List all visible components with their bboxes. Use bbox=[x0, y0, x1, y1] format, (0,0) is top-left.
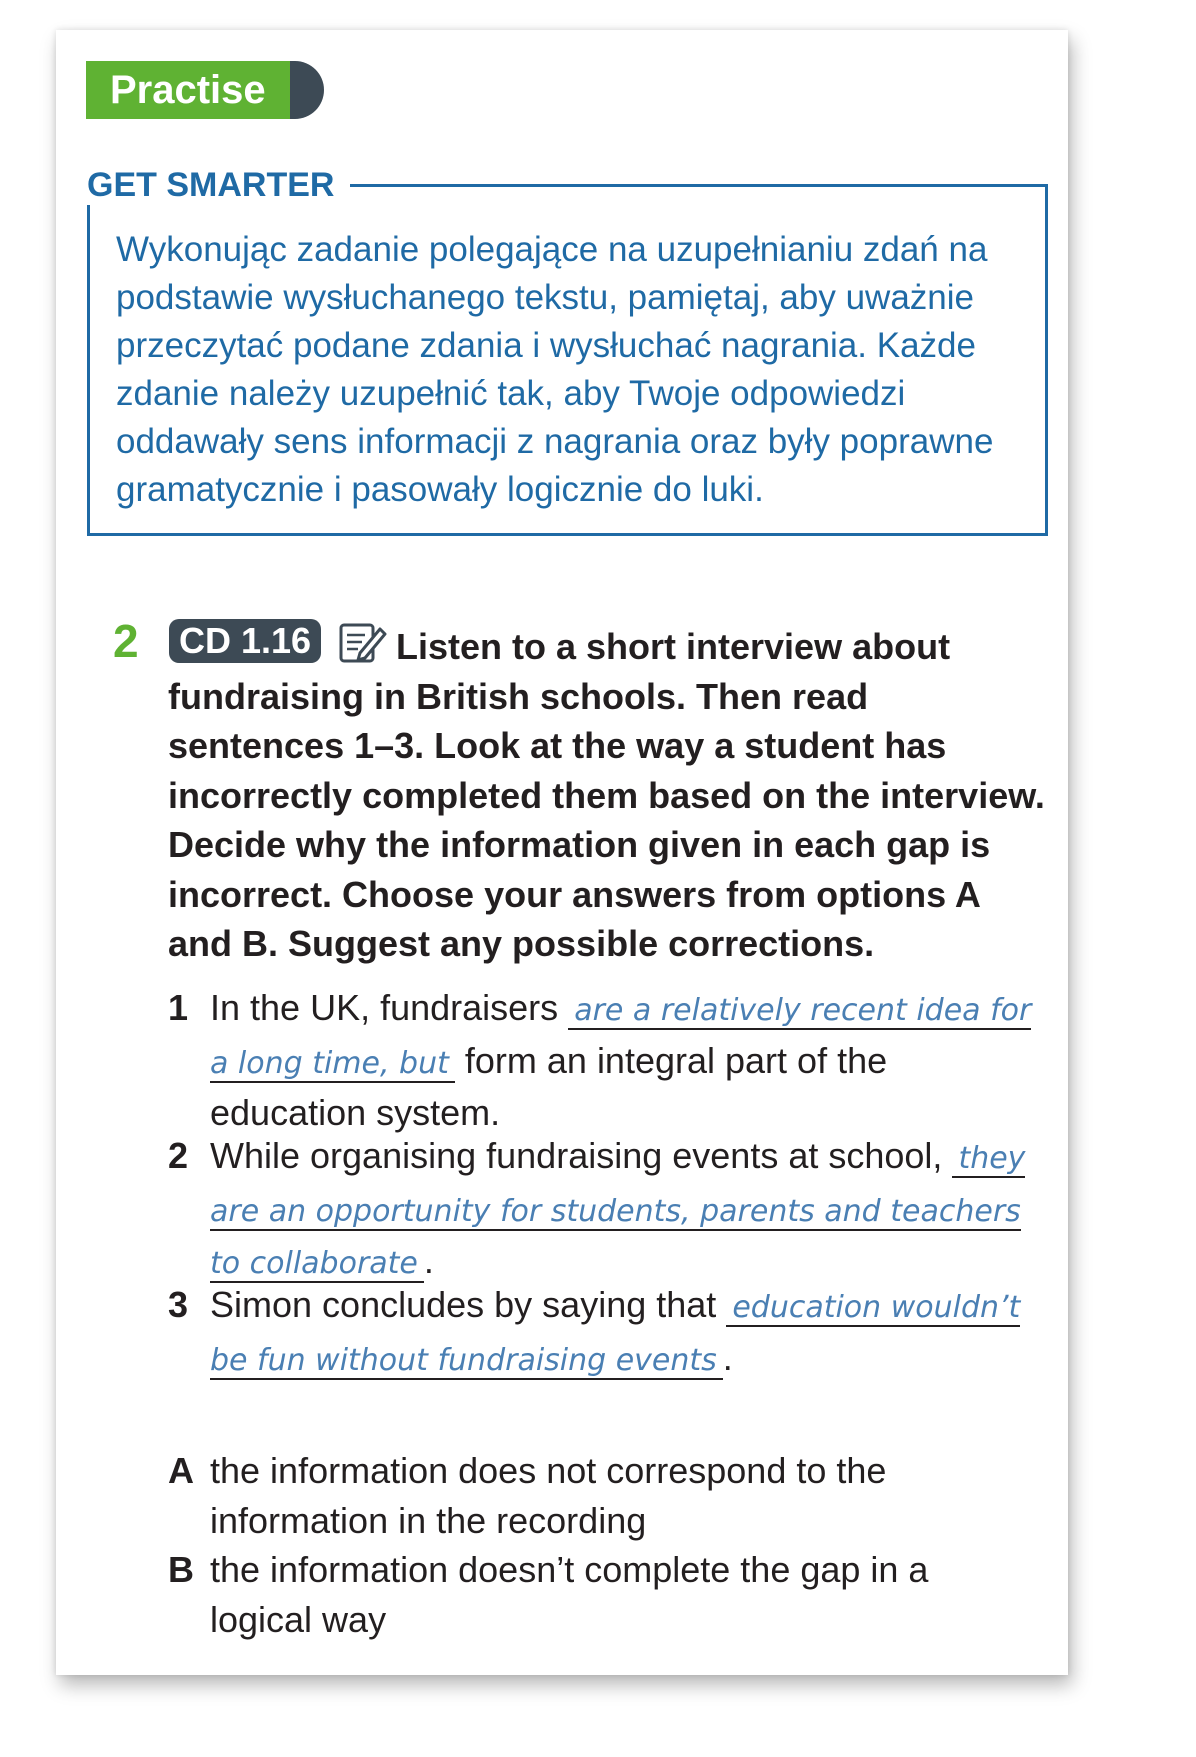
practise-label: Practise bbox=[86, 61, 290, 119]
option-text: the information does not correspond to the information in the recording bbox=[210, 1450, 887, 1541]
item-number: 3 bbox=[168, 1284, 189, 1325]
option-letter: A bbox=[168, 1450, 194, 1491]
student-answer: are a relatively recent idea for a long time, but bbox=[210, 993, 1032, 1081]
item-text-after: . bbox=[722, 1336, 733, 1378]
option-letter: B bbox=[168, 1549, 194, 1590]
student-answer: education wouldn’t be fun without fundraising events bbox=[210, 1290, 1021, 1378]
item-text-before: Simon concludes by saying that bbox=[210, 1284, 717, 1325]
student-answer: they are an opportunity for students, parents and teachers to collaborate bbox=[210, 1141, 1026, 1281]
exercise-number: 2 bbox=[113, 615, 139, 667]
item-number: 2 bbox=[168, 1135, 189, 1176]
item-text-before: While organising fundraising events at school, bbox=[210, 1135, 943, 1176]
item-text-after: form an integral part of the education system. bbox=[210, 1039, 888, 1133]
cd-track-badge: CD 1.16 bbox=[169, 619, 321, 663]
option-text: the information doesn’t complete the gap in a logical way bbox=[210, 1549, 929, 1640]
practise-tab-cap bbox=[290, 61, 324, 119]
exercise-instructions: Listen to a short interview about fundraising in British schools. Then read sentences 1–3. Look at the way a student has incorrectly completed them based on the interview. Decide why the information given in each gap is incorrect. Choose your answers from options A and B. Suggest any possible corrections. bbox=[168, 626, 1045, 964]
get-smarter-title: GET SMARTER bbox=[87, 166, 350, 205]
item-text-before: In the UK, fundraisers bbox=[210, 987, 559, 1028]
pencil-notepad-icon bbox=[338, 620, 388, 666]
get-smarter-text: Wykonując zadanie polegające na uzupełnianiu zdań na podstawie wysłuchanego tekstu, pamiętaj, aby uważnie przeczytać podane zdania i wysłuchać nagrania. Każde zdanie należy uzupełnić tak, aby Twoje odpowiedzi oddawały sens informacji z nagrania oraz były poprawne gramatycznie i pasowały logicznie do luki. bbox=[116, 230, 994, 509]
practise-header bbox=[86, 61, 332, 119]
item-number: 1 bbox=[168, 987, 189, 1028]
item-text-after: . bbox=[423, 1240, 434, 1281]
